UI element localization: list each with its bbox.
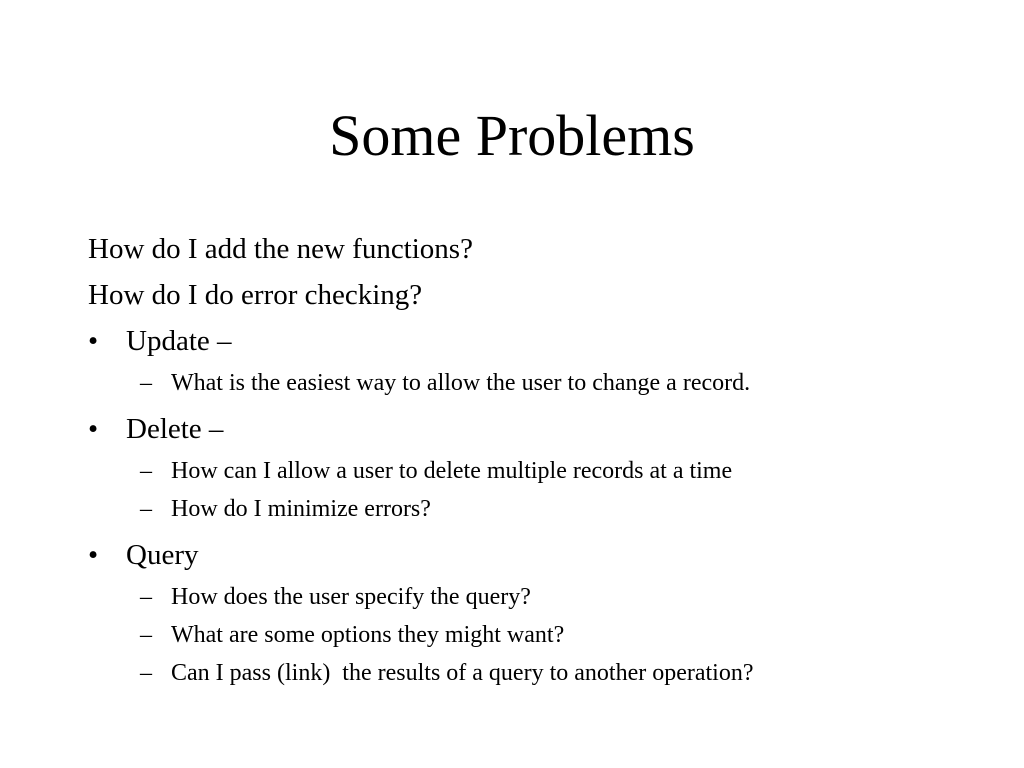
bullet-query <box>88 532 988 578</box>
bullet-delete <box>88 406 988 452</box>
bullet-text: Delete – <box>126 413 224 445</box>
sub-item-delete-multiple <box>88 452 988 490</box>
sub-item-text: What is the easiest way to allow the user to change a record. <box>171 370 751 396</box>
bullet-marker: • <box>88 325 99 357</box>
dash-marker: – <box>140 584 152 610</box>
sub-item-text: How do I minimize errors? <box>171 496 431 522</box>
dash-marker: – <box>140 370 152 396</box>
bullet-text: Query <box>126 539 199 571</box>
sub-item-minimize-errors <box>88 490 988 528</box>
slide-title: Some Problems <box>329 103 695 168</box>
sub-item-text: What are some options they might want? <box>171 622 565 648</box>
bullet-text: Update – <box>126 325 232 357</box>
sub-item-text: How can I allow a user to delete multiple records at a time <box>171 458 733 484</box>
slide-body <box>88 226 988 692</box>
dash-marker: – <box>140 458 152 484</box>
line-text: How do I do error checking? <box>88 279 423 311</box>
sub-item-text: How does the user specify the query? <box>171 584 531 610</box>
dash-marker: – <box>140 622 152 648</box>
body-line-add-functions <box>88 226 988 272</box>
sub-item-text: Can I pass (link) the results of a query to another operation? <box>171 660 754 686</box>
sub-item-options <box>88 616 988 654</box>
dash-marker: – <box>140 660 152 686</box>
bullet-marker: • <box>88 413 99 445</box>
sub-item-pass-results <box>88 654 988 692</box>
dash-marker: – <box>140 496 152 522</box>
sub-item-update-record <box>88 364 988 402</box>
bullet-marker: • <box>88 539 99 571</box>
line-text: How do I add the new functions? <box>88 233 473 265</box>
sub-item-specify-query <box>88 578 988 616</box>
body-line-error-checking <box>88 272 988 318</box>
bullet-update <box>88 318 988 364</box>
